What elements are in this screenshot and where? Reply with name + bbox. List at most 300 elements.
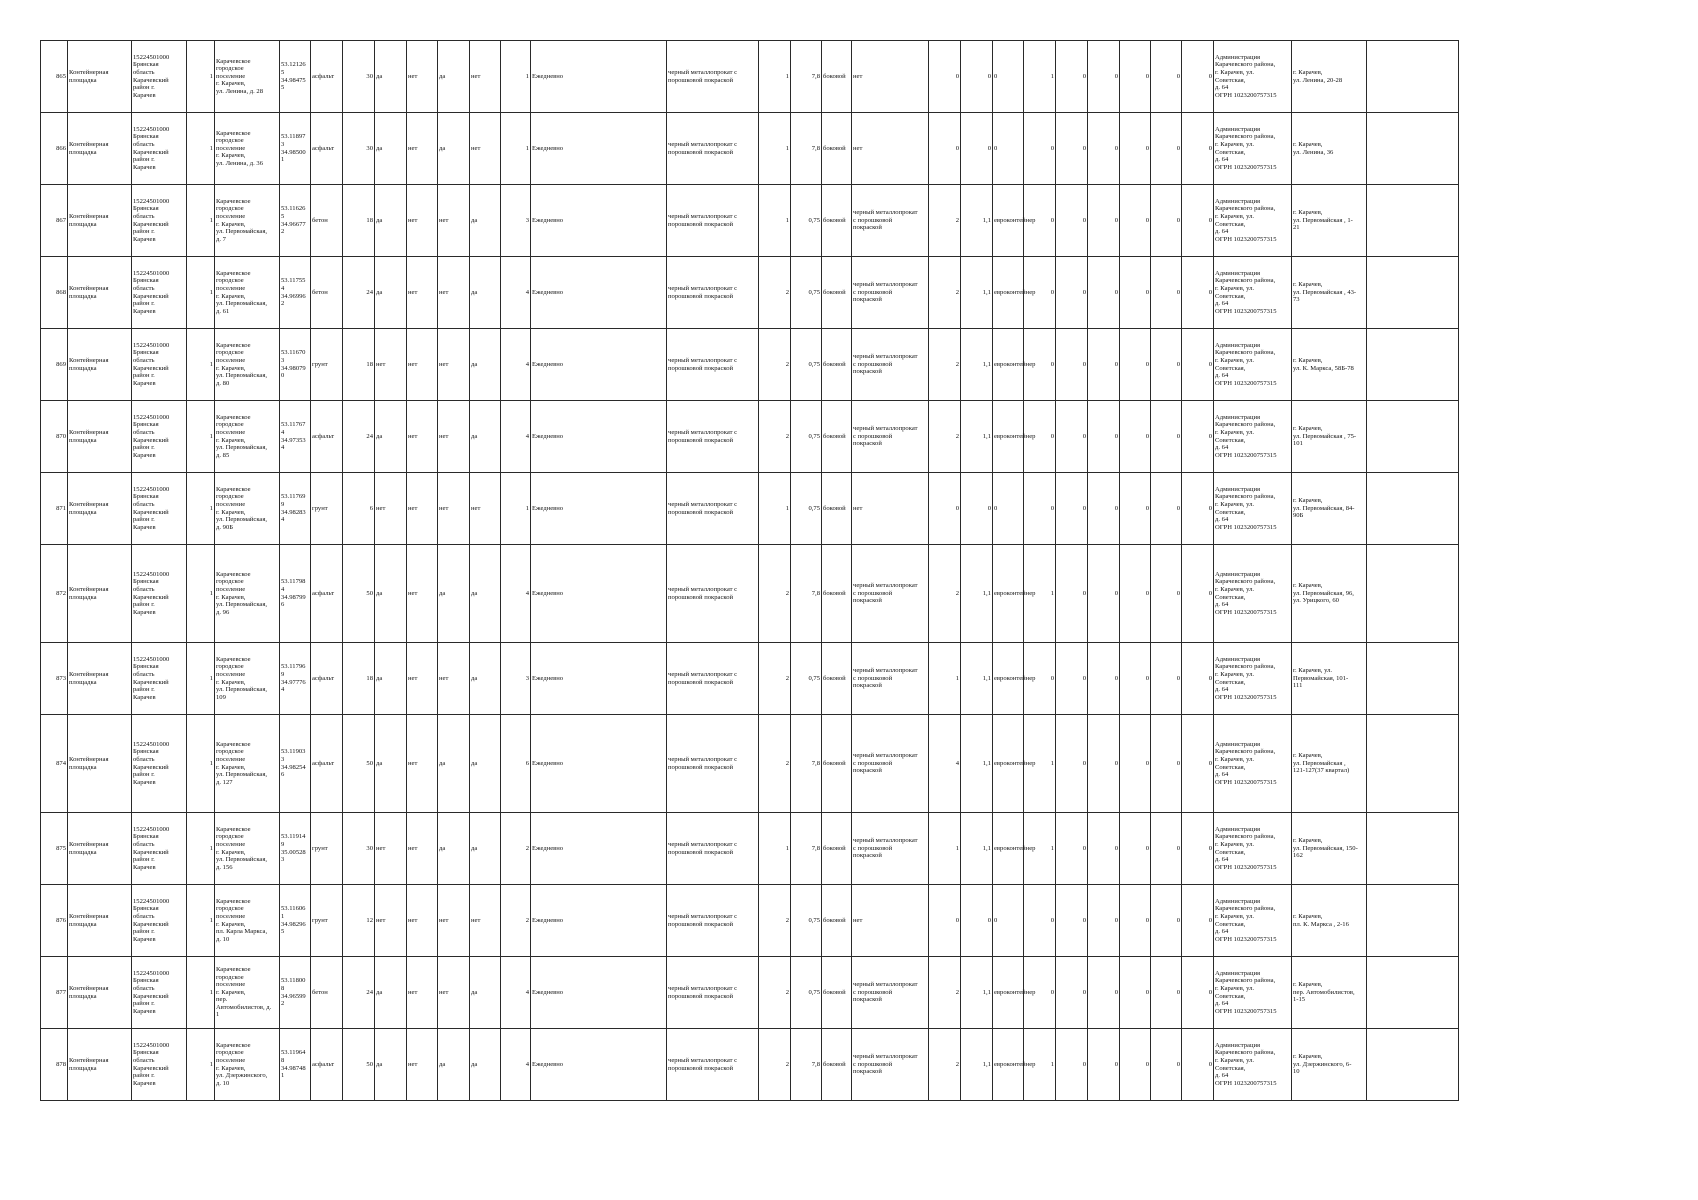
site-type: Контейнерная площадка — [68, 813, 132, 885]
flag-2: нет — [438, 473, 470, 545]
bunker-count: 2 — [929, 185, 961, 257]
frequency-count: 6 — [501, 715, 531, 813]
extra-2: 0 — [1056, 545, 1088, 643]
row-number: 872 — [41, 545, 68, 643]
extra-3: 0 — [1088, 1029, 1120, 1101]
empty-cell — [1367, 545, 1459, 643]
frequency-count: 4 — [501, 545, 531, 643]
fence: да — [375, 113, 407, 185]
bunker-count: 0 — [929, 473, 961, 545]
latitude: 53.11796 9 — [281, 663, 306, 678]
longitude: 34.98296 5 — [281, 920, 306, 936]
extra-4: 0 — [1120, 813, 1151, 885]
area: 30 — [343, 113, 375, 185]
site-address: Карачевское городское поселение г. Карачев, ул. Первомайская, д. 7 — [215, 185, 280, 257]
frequency: Ежедневно — [531, 643, 667, 715]
latitude: 53.11767 4 — [281, 421, 306, 436]
container-count: 1 — [759, 41, 791, 113]
extra-4: 0 — [1120, 257, 1151, 329]
extra-4: 0 — [1120, 41, 1151, 113]
table-row — [41, 329, 1459, 401]
bunker-type: евроконтейнер — [993, 715, 1024, 813]
owner: Администрация Карачевского района, г. Карачев, ул. Советская, д. 64 ОГРН 1023200757315 — [1214, 401, 1292, 473]
frequency: Ежедневно — [531, 885, 667, 957]
coordinates — [280, 1029, 311, 1101]
site-type: Контейнерная площадка — [68, 545, 132, 643]
bunker-count: 2 — [929, 545, 961, 643]
material: черный металлопрокат с порошковой покраской — [667, 885, 759, 957]
loading-type: боковой — [822, 329, 852, 401]
bunker-count: 2 — [929, 1029, 961, 1101]
bunker-material: нет — [852, 473, 929, 545]
extra-6: 0 — [1182, 813, 1214, 885]
fence: да — [375, 41, 407, 113]
extra-4: 0 — [1120, 643, 1151, 715]
table-row — [41, 113, 1459, 185]
flag-3: да — [470, 185, 501, 257]
frequency: Ежедневно — [531, 545, 667, 643]
owner: Администрация Карачевского района, г. Карачев, ул. Советская, д. 64 ОГРН 1023200757315 — [1214, 113, 1292, 185]
site-count: 1 — [187, 401, 215, 473]
flag-3: да — [470, 401, 501, 473]
extra-1: 0 — [1024, 643, 1056, 715]
empty-cell — [1367, 813, 1459, 885]
bunker-count: 2 — [929, 401, 961, 473]
container-volume: 7,8 — [791, 545, 822, 643]
latitude: 53.11903 3 — [281, 748, 306, 763]
flag-3: нет — [470, 113, 501, 185]
material: черный металлопрокат с порошковой покраской — [667, 545, 759, 643]
extra-1: 0 — [1024, 401, 1056, 473]
area: 6 — [343, 473, 375, 545]
loading-type: боковой — [822, 257, 852, 329]
extra-5: 0 — [1151, 185, 1182, 257]
flag-1: нет — [407, 473, 438, 545]
fence: да — [375, 257, 407, 329]
flag-2: нет — [438, 257, 470, 329]
container-volume: 7,8 — [791, 1029, 822, 1101]
material: черный металлопрокат с порошковой покраской — [667, 113, 759, 185]
empty-cell — [1367, 1029, 1459, 1101]
extra-1: 0 — [1024, 885, 1056, 957]
table-row — [41, 715, 1459, 813]
flag-2: нет — [438, 401, 470, 473]
frequency-count: 2 — [501, 885, 531, 957]
flag-1: нет — [407, 643, 438, 715]
bunker-volume: 0 — [961, 41, 993, 113]
served-addresses: г. Карачев, пл. К. Маркса , 2-16 — [1292, 885, 1367, 957]
extra-3: 0 — [1088, 885, 1120, 957]
surface-type: асфальт — [311, 113, 343, 185]
flag-2: да — [438, 41, 470, 113]
owner: Администрация Карачевского района, г. Карачев, ул. Советская, д. 64 ОГРН 1023200757315 — [1214, 643, 1292, 715]
site-count: 1 — [187, 545, 215, 643]
extra-1: 0 — [1024, 473, 1056, 545]
area: 50 — [343, 715, 375, 813]
flag-2: да — [438, 113, 470, 185]
fence: да — [375, 1029, 407, 1101]
container-count: 1 — [759, 185, 791, 257]
served-addresses: г. Карачев, ул. Ленина, 36 — [1292, 113, 1367, 185]
area: 30 — [343, 813, 375, 885]
empty-cell — [1367, 41, 1459, 113]
container-volume: 0,75 — [791, 473, 822, 545]
extra-2: 0 — [1056, 113, 1088, 185]
flag-2: да — [438, 545, 470, 643]
extra-5: 0 — [1151, 473, 1182, 545]
row-number: 878 — [41, 1029, 68, 1101]
extra-2: 0 — [1056, 329, 1088, 401]
bunker-volume: 1,1 — [961, 643, 993, 715]
material: черный металлопрокат с порошковой покраской — [667, 401, 759, 473]
longitude: 34.97776 4 — [281, 678, 306, 694]
flag-1: нет — [407, 545, 438, 643]
row-number: 877 — [41, 957, 68, 1029]
extra-6: 0 — [1182, 257, 1214, 329]
bunker-material: черный металлопрокат с порошковой покраской — [852, 1029, 929, 1101]
extra-3: 0 — [1088, 643, 1120, 715]
coordinates — [280, 813, 311, 885]
served-addresses: г. Карачев, ул. Первомайская , 1- 21 — [1292, 185, 1367, 257]
coordinates — [280, 185, 311, 257]
site-count: 1 — [187, 885, 215, 957]
extra-2: 0 — [1056, 1029, 1088, 1101]
extra-6: 0 — [1182, 473, 1214, 545]
flag-1: нет — [407, 885, 438, 957]
latitude: 53.11800 8 — [281, 977, 306, 992]
extra-2: 0 — [1056, 473, 1088, 545]
bunker-volume: 0 — [961, 885, 993, 957]
flag-2: нет — [438, 185, 470, 257]
bunker-type: 0 — [993, 473, 1024, 545]
extra-5: 0 — [1151, 715, 1182, 813]
row-number: 867 — [41, 185, 68, 257]
material: черный металлопрокат с порошковой покраской — [667, 473, 759, 545]
container-sites-table — [40, 40, 1459, 1101]
bunker-count: 0 — [929, 113, 961, 185]
bunker-volume: 1,1 — [961, 715, 993, 813]
bunker-volume: 1,1 — [961, 401, 993, 473]
bunker-type: евроконтейнер — [993, 257, 1024, 329]
flag-1: нет — [407, 1029, 438, 1101]
bunker-material: нет — [852, 885, 929, 957]
extra-4: 0 — [1120, 185, 1151, 257]
oktmo-location: 15224501000 Брянская область Карачевский район г. Карачев — [132, 473, 187, 545]
empty-cell — [1367, 473, 1459, 545]
container-count: 1 — [759, 473, 791, 545]
extra-3: 0 — [1088, 257, 1120, 329]
bunker-material: черный металлопрокат с порошковой покраской — [852, 643, 929, 715]
frequency: Ежедневно — [531, 473, 667, 545]
bunker-material: черный металлопрокат с порошковой покраской — [852, 813, 929, 885]
loading-type: боковой — [822, 113, 852, 185]
extra-1: 1 — [1024, 813, 1056, 885]
bunker-count: 2 — [929, 957, 961, 1029]
bunker-volume: 1,1 — [961, 813, 993, 885]
empty-cell — [1367, 715, 1459, 813]
surface-type: асфальт — [311, 401, 343, 473]
extra-3: 0 — [1088, 185, 1120, 257]
coordinates — [280, 545, 311, 643]
flag-1: нет — [407, 715, 438, 813]
frequency-count: 3 — [501, 185, 531, 257]
site-count: 1 — [187, 957, 215, 1029]
flag-3: да — [470, 545, 501, 643]
frequency: Ежедневно — [531, 185, 667, 257]
flag-3: да — [470, 715, 501, 813]
owner: Администрация Карачевского района, г. Карачев, ул. Советская, д. 64 ОГРН 1023200757315 — [1214, 185, 1292, 257]
extra-6: 0 — [1182, 329, 1214, 401]
flag-2: нет — [438, 329, 470, 401]
material: черный металлопрокат с порошковой покраской — [667, 813, 759, 885]
site-address: Карачевское городское поселение г. Карачев, пл. Карла Маркса, д. 10 — [215, 885, 280, 957]
oktmo-location: 15224501000 Брянская область Карачевский район г. Карачев — [132, 1029, 187, 1101]
extra-2: 0 — [1056, 715, 1088, 813]
bunker-count: 2 — [929, 257, 961, 329]
fence: да — [375, 643, 407, 715]
loading-type: боковой — [822, 957, 852, 1029]
bunker-count: 0 — [929, 41, 961, 113]
flag-1: нет — [407, 257, 438, 329]
site-address: Карачевское городское поселение г. Карачев, ул. Первомайская, д. 61 — [215, 257, 280, 329]
table-row — [41, 401, 1459, 473]
frequency: Ежедневно — [531, 1029, 667, 1101]
served-addresses: г. Карачев, ул. Первомайская, 84- 90Б — [1292, 473, 1367, 545]
extra-3: 0 — [1088, 813, 1120, 885]
site-count: 1 — [187, 715, 215, 813]
extra-6: 0 — [1182, 185, 1214, 257]
table-row — [41, 643, 1459, 715]
frequency: Ежедневно — [531, 813, 667, 885]
latitude: 53.11897 3 — [281, 133, 306, 148]
material: черный металлопрокат с порошковой покраской — [667, 1029, 759, 1101]
extra-3: 0 — [1088, 329, 1120, 401]
extra-1: 1 — [1024, 715, 1056, 813]
owner: Администрация Карачевского района, г. Карачев, ул. Советская, д. 64 ОГРН 1023200757315 — [1214, 957, 1292, 1029]
flag-2: нет — [438, 643, 470, 715]
extra-5: 0 — [1151, 885, 1182, 957]
container-volume: 7,8 — [791, 813, 822, 885]
container-count: 2 — [759, 715, 791, 813]
extra-4: 0 — [1120, 401, 1151, 473]
flag-2: нет — [438, 957, 470, 1029]
served-addresses: г. Карачев, ул. Первомайская, 96, ул. Урицкого, 60 — [1292, 545, 1367, 643]
extra-4: 0 — [1120, 473, 1151, 545]
site-count: 1 — [187, 329, 215, 401]
latitude: 53.11914 9 — [281, 833, 306, 848]
bunker-material: черный металлопрокат с порошковой покраской — [852, 715, 929, 813]
site-address: Карачевское городское поселение г. Карачев, ул. Дзержинского, д. 10 — [215, 1029, 280, 1101]
oktmo-location: 15224501000 Брянская область Карачевский район г. Карачев — [132, 41, 187, 113]
latitude: 53.11798 4 — [281, 578, 306, 593]
site-count: 1 — [187, 643, 215, 715]
empty-cell — [1367, 257, 1459, 329]
owner: Администрация Карачевского района, г. Карачев, ул. Советская, д. 64 ОГРН 1023200757315 — [1214, 885, 1292, 957]
container-volume: 7,8 — [791, 113, 822, 185]
empty-cell — [1367, 957, 1459, 1029]
coordinates — [280, 957, 311, 1029]
flag-2: да — [438, 813, 470, 885]
bunker-volume: 1,1 — [961, 329, 993, 401]
bunker-type: 0 — [993, 885, 1024, 957]
owner: Администрация Карачевского района, г. Карачев, ул. Советская, д. 64 ОГРН 1023200757315 — [1214, 41, 1292, 113]
extra-5: 0 — [1151, 813, 1182, 885]
table-row — [41, 41, 1459, 113]
surface-type: бетон — [311, 257, 343, 329]
extra-4: 0 — [1120, 545, 1151, 643]
site-address: Карачевское городское поселение г. Карачев, ул. Первомайская, д. 85 — [215, 401, 280, 473]
bunker-volume: 1,1 — [961, 185, 993, 257]
latitude: 53.11606 1 — [281, 905, 306, 920]
row-number: 866 — [41, 113, 68, 185]
owner: Администрация Карачевского района, г. Карачев, ул. Советская, д. 64 ОГРН 1023200757315 — [1214, 329, 1292, 401]
container-volume: 7,8 — [791, 715, 822, 813]
site-address: Карачевское городское поселение г. Карачев, ул. Ленина, д. 36 — [215, 113, 280, 185]
coordinates — [280, 715, 311, 813]
material: черный металлопрокат с порошковой покраской — [667, 715, 759, 813]
bunker-type: евроконтейнер — [993, 957, 1024, 1029]
extra-6: 0 — [1182, 643, 1214, 715]
extra-1: 0 — [1024, 113, 1056, 185]
site-count: 1 — [187, 1029, 215, 1101]
bunker-material: черный металлопрокат с порошковой покраской — [852, 329, 929, 401]
row-number: 868 — [41, 257, 68, 329]
served-addresses: г. Карачев, пер. Автомобилистов, 1-15 — [1292, 957, 1367, 1029]
extra-4: 0 — [1120, 1029, 1151, 1101]
coordinates — [280, 885, 311, 957]
site-type: Контейнерная площадка — [68, 643, 132, 715]
extra-5: 0 — [1151, 401, 1182, 473]
flag-2: да — [438, 1029, 470, 1101]
surface-type: грунт — [311, 329, 343, 401]
extra-6: 0 — [1182, 885, 1214, 957]
table-row — [41, 1029, 1459, 1101]
flag-1: нет — [407, 41, 438, 113]
surface-type: асфальт — [311, 1029, 343, 1101]
surface-type: асфальт — [311, 41, 343, 113]
owner: Администрация Карачевского района, г. Карачев, ул. Советская, д. 64 ОГРН 1023200757315 — [1214, 813, 1292, 885]
coordinates — [280, 41, 311, 113]
site-type: Контейнерная площадка — [68, 957, 132, 1029]
flag-3: да — [470, 643, 501, 715]
longitude: 34.98079 0 — [281, 364, 306, 380]
extra-5: 0 — [1151, 41, 1182, 113]
served-addresses: г. Карачев, ул. Первомайская , 43- 73 — [1292, 257, 1367, 329]
table-row — [41, 473, 1459, 545]
site-address: Карачевское городское поселение г. Карачев, пер. Автомобилистов, д. 1 — [215, 957, 280, 1029]
extra-3: 0 — [1088, 473, 1120, 545]
served-addresses: г. Карачев, ул. К. Маркса, 58Б-78 — [1292, 329, 1367, 401]
area: 30 — [343, 41, 375, 113]
bunker-material: нет — [852, 113, 929, 185]
area: 24 — [343, 957, 375, 1029]
flag-1: нет — [407, 813, 438, 885]
frequency-count: 4 — [501, 1029, 531, 1101]
frequency: Ежедневно — [531, 113, 667, 185]
site-type: Контейнерная площадка — [68, 329, 132, 401]
container-count: 2 — [759, 401, 791, 473]
table-row — [41, 185, 1459, 257]
loading-type: боковой — [822, 813, 852, 885]
extra-1: 0 — [1024, 185, 1056, 257]
site-address: Карачевское городское поселение г. Карачев, ул. Первомайская, д. 96 — [215, 545, 280, 643]
site-count: 1 — [187, 813, 215, 885]
container-count: 2 — [759, 957, 791, 1029]
surface-type: грунт — [311, 885, 343, 957]
latitude: 53.11626 5 — [281, 205, 306, 220]
fence: да — [375, 185, 407, 257]
extra-2: 0 — [1056, 957, 1088, 1029]
bunker-count: 2 — [929, 329, 961, 401]
table-row — [41, 545, 1459, 643]
bunker-material: черный металлопрокат с порошковой покраской — [852, 545, 929, 643]
area: 18 — [343, 643, 375, 715]
area: 50 — [343, 545, 375, 643]
site-count: 1 — [187, 257, 215, 329]
extra-1: 0 — [1024, 957, 1056, 1029]
extra-3: 0 — [1088, 401, 1120, 473]
site-address: Карачевское городское поселение г. Карачев, ул. Первомайская, д. 80 — [215, 329, 280, 401]
fence: нет — [375, 329, 407, 401]
longitude: 34.96996 2 — [281, 292, 306, 308]
oktmo-location: 15224501000 Брянская область Карачевский район г. Карачев — [132, 643, 187, 715]
container-count: 1 — [759, 113, 791, 185]
coordinates — [280, 113, 311, 185]
flag-3: нет — [470, 885, 501, 957]
owner: Администрация Карачевского района, г. Карачев, ул. Советская, д. 64 ОГРН 1023200757315 — [1214, 715, 1292, 813]
fence: нет — [375, 813, 407, 885]
oktmo-location: 15224501000 Брянская область Карачевский район г. Карачев — [132, 329, 187, 401]
container-count: 2 — [759, 329, 791, 401]
fence: да — [375, 545, 407, 643]
frequency: Ежедневно — [531, 401, 667, 473]
flag-3: нет — [470, 473, 501, 545]
frequency-count: 1 — [501, 473, 531, 545]
extra-5: 0 — [1151, 1029, 1182, 1101]
fence: нет — [375, 885, 407, 957]
frequency: Ежедневно — [531, 957, 667, 1029]
flag-3: нет — [470, 41, 501, 113]
bunker-type: евроконтейнер — [993, 643, 1024, 715]
frequency: Ежедневно — [531, 41, 667, 113]
flag-2: нет — [438, 885, 470, 957]
latitude: 53.11755 4 — [281, 277, 306, 292]
frequency-count: 2 — [501, 813, 531, 885]
empty-cell — [1367, 185, 1459, 257]
extra-5: 0 — [1151, 113, 1182, 185]
table-row — [41, 885, 1459, 957]
owner: Администрация Карачевского района, г. Карачев, ул. Советская, д. 64 ОГРН 1023200757315 — [1214, 473, 1292, 545]
coordinates — [280, 401, 311, 473]
row-number: 865 — [41, 41, 68, 113]
frequency: Ежедневно — [531, 715, 667, 813]
extra-2: 0 — [1056, 257, 1088, 329]
longitude: 34.96677 2 — [281, 220, 306, 236]
longitude: 35.00528 3 — [281, 848, 306, 864]
latitude: 53.11769 9 — [281, 493, 306, 508]
oktmo-location: 15224501000 Брянская область Карачевский район г. Карачев — [132, 885, 187, 957]
extra-3: 0 — [1088, 957, 1120, 1029]
loading-type: боковой — [822, 545, 852, 643]
container-volume: 0,75 — [791, 329, 822, 401]
oktmo-location: 15224501000 Брянская область Карачевский район г. Карачев — [132, 185, 187, 257]
oktmo-location: 15224501000 Брянская область Карачевский район г. Карачев — [132, 813, 187, 885]
container-volume: 0,75 — [791, 257, 822, 329]
container-volume: 0,75 — [791, 957, 822, 1029]
oktmo-location: 15224501000 Брянская область Карачевский район г. Карачев — [132, 401, 187, 473]
bunker-volume: 0 — [961, 113, 993, 185]
fence: да — [375, 715, 407, 813]
